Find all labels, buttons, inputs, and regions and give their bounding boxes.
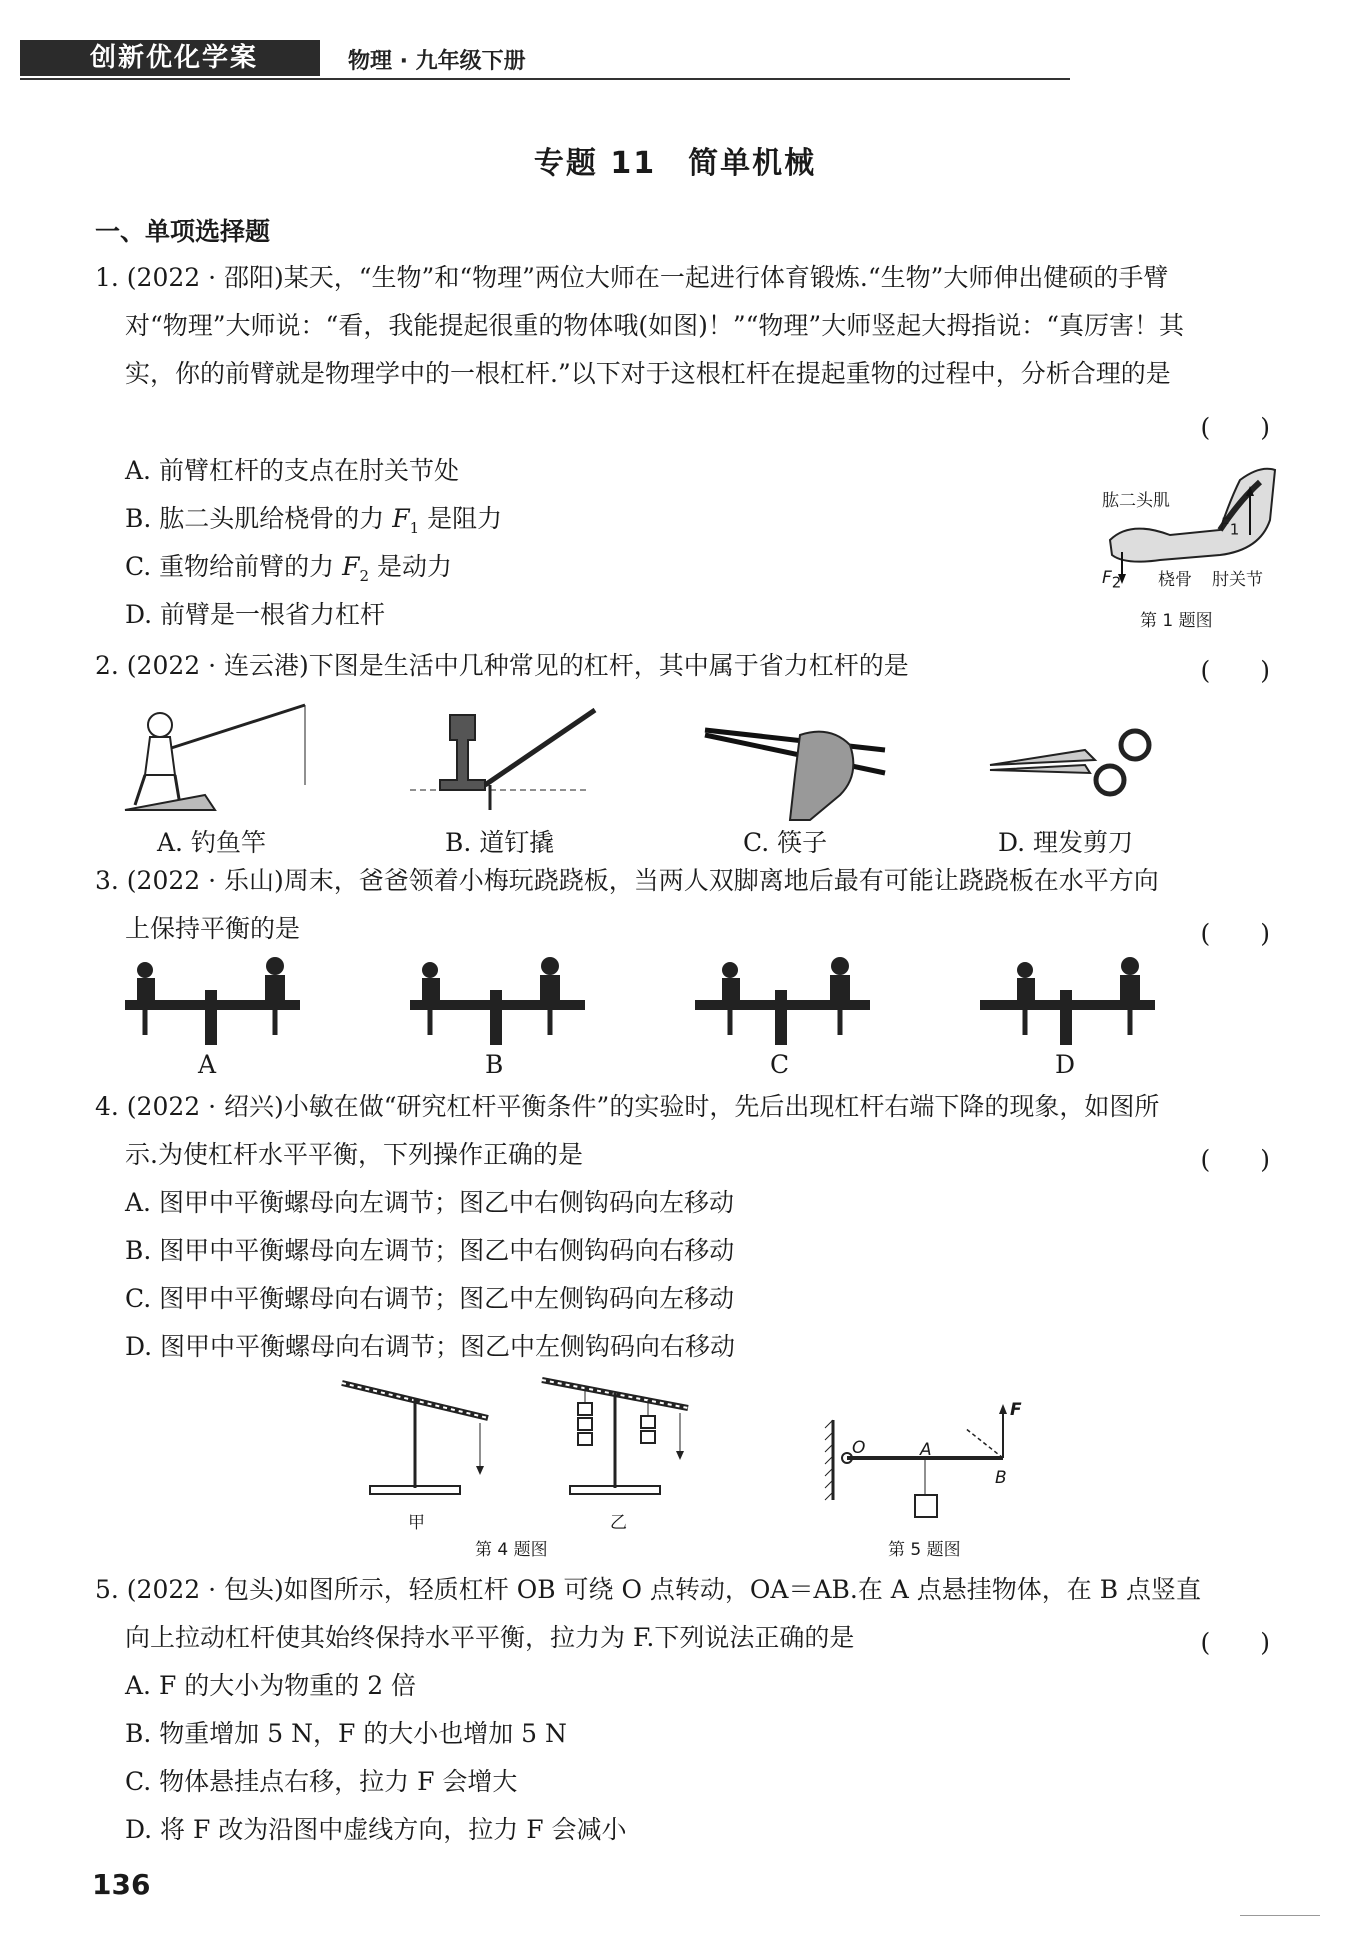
seesaw-figure-c (695, 960, 870, 1045)
lever-experiment-figure-jia (340, 1378, 490, 1503)
q5-option-b[interactable]: B. 物重增加 5 N，F 的大小也增加 5 N (125, 1719, 567, 1748)
q3-line-1: 3. (2022 · 乐山)周末，爸爸领着小梅玩跷跷板，当两人双脚离地后最有可能让跷跷板在水平方向 (95, 866, 1159, 895)
q4-option-b[interactable]: B. 图甲中平衡螺母向左调节；图乙中右侧钩码向右移动 (125, 1236, 735, 1265)
q3-option-d[interactable]: D (1055, 1050, 1076, 1079)
q4-option-d[interactable]: D. 图甲中平衡螺母向右调节；图乙中左侧钩码向右移动 (125, 1332, 736, 1361)
fig1-f1-label: $F_1$ (1220, 515, 1240, 539)
q1-option-d[interactable]: D. 前臂是一根省力杠杆 (125, 600, 386, 629)
header-divider (20, 78, 1070, 80)
q2-option-d[interactable]: D. 理发剪刀 (998, 828, 1134, 857)
q1-line-1: 1. (2022 · 邵阳)某天，“生物”和“物理”两位大师在一起进行体育锻炼.“生物”大师伸出健硕的手臂 (95, 263, 1169, 292)
q4-line-2: 示.为使杠杆水平平衡，下列操作正确的是 (125, 1140, 583, 1169)
brand-logo: 创新优化学案 (20, 40, 320, 76)
chopsticks-figure (700, 715, 890, 825)
q2-option-a[interactable]: A. 钓鱼竿 (157, 828, 266, 857)
seesaw-figure-a (125, 960, 300, 1045)
q3-option-c[interactable]: C (770, 1050, 790, 1079)
q5-option-a[interactable]: A. F 的大小为物重的 2 倍 (125, 1671, 417, 1700)
q4-option-a[interactable]: A. 图甲中平衡螺母向左调节；图乙中右侧钩码向左移动 (125, 1188, 734, 1217)
q2-line-1: 2. (2022 · 连云港)下图是生活中几种常见的杠杆，其中属于省力杠杆的是 (95, 651, 909, 680)
q4-answer-blank[interactable]: ( ) (1200, 1145, 1270, 1174)
q5-line-2: 向上拉动杠杆使其始终保持水平平衡，拉力为 F.下列说法正确的是 (125, 1623, 855, 1652)
spike-lever-figure (410, 705, 600, 815)
fig4-label-yi: 乙 (610, 1513, 627, 1533)
q1-line-3: 实，你的前臂就是物理学中的一根杠杆.”以下对于这根杠杆在提起重物的过程中，分析合理的是 (125, 359, 1171, 388)
q3-answer-blank[interactable]: ( ) (1200, 919, 1270, 948)
fig5-label-b: B (995, 1468, 1007, 1488)
fig5-label-o: O (852, 1438, 866, 1458)
fig5-label-f: F (1010, 1400, 1022, 1420)
q3-option-a[interactable]: A (198, 1050, 217, 1079)
q3-line-2: 上保持平衡的是 (125, 914, 301, 943)
seesaw-figure-b (410, 960, 585, 1045)
fig1-caption: 第 1 题图 (1140, 611, 1213, 631)
fig1-muscle-label: 肱二头肌 (1102, 491, 1170, 511)
q5-option-d[interactable]: D. 将 F 改为沿图中虚线方向，拉力 F 会减小 (125, 1815, 627, 1844)
header-subject: 物理 · 九年级下册 (348, 49, 526, 74)
fig1-elbow-label: 肘关节 (1212, 570, 1263, 590)
fig4-label-jia: 甲 (408, 1513, 425, 1533)
q2-option-b[interactable]: B. 道钉撬 (445, 828, 555, 857)
seesaw-figure-d (980, 960, 1155, 1045)
footer-divider (1240, 1915, 1320, 1916)
fig5-label-a: A (920, 1440, 932, 1460)
section-heading: 一、单项选择题 (95, 217, 271, 246)
fig5-caption: 第 5 题图 (888, 1540, 961, 1560)
fig1-f2-label: $F_2$ (1102, 568, 1122, 592)
q4-option-c[interactable]: C. 图甲中平衡螺母向右调节；图乙中左侧钩码向左移动 (125, 1284, 735, 1313)
q1-option-c[interactable]: C. 重物给前臂的力 $F_2$ 是动力 (125, 552, 452, 585)
page-number: 136 (92, 1868, 151, 1901)
fishing-rod-figure (125, 700, 315, 820)
q5-answer-blank[interactable]: ( ) (1200, 1628, 1270, 1657)
q3-option-b[interactable]: B (485, 1050, 504, 1079)
fig1-radius-label: 桡骨 (1158, 570, 1192, 590)
q1-answer-blank[interactable]: ( ) (1200, 413, 1270, 442)
scissors-figure (985, 725, 1165, 805)
q1-option-a[interactable]: A. 前臂杠杆的支点在肘关节处 (125, 456, 459, 485)
q2-answer-blank[interactable]: ( ) (1200, 656, 1270, 685)
q4-line-1: 4. (2022 · 绍兴)小敏在做“研究杠杆平衡条件”的实验时，先后出现杠杆右端下降的现象，如图所 (95, 1092, 1160, 1121)
q2-option-c[interactable]: C. 筷子 (743, 828, 828, 857)
fig4-caption: 第 4 题图 (475, 1540, 548, 1560)
page-header (20, 40, 1070, 80)
q1-line-2: 对“物理”大师说：“看，我能提起很重的物体哦(如图)！”“物理”大师竖起大拇指说：“真厉害！其 (125, 311, 1184, 340)
q1-option-b[interactable]: B. 肱二头肌给桡骨的力 $F_1$ 是阻力 (125, 504, 503, 537)
page-title: 专题 11 简单机械 (533, 146, 817, 181)
lever-ob-figure (825, 1400, 1015, 1525)
lever-experiment-figure-yi (540, 1378, 690, 1503)
q5-line-1: 5. (2022 · 包头)如图所示，轻质杠杆 OB 可绕 O 点转动，OA＝AB.在 A 点悬挂物体，在 B 点竖直 (95, 1575, 1202, 1604)
q5-option-c[interactable]: C. 物体悬挂点右移，拉力 F 会增大 (125, 1767, 518, 1796)
